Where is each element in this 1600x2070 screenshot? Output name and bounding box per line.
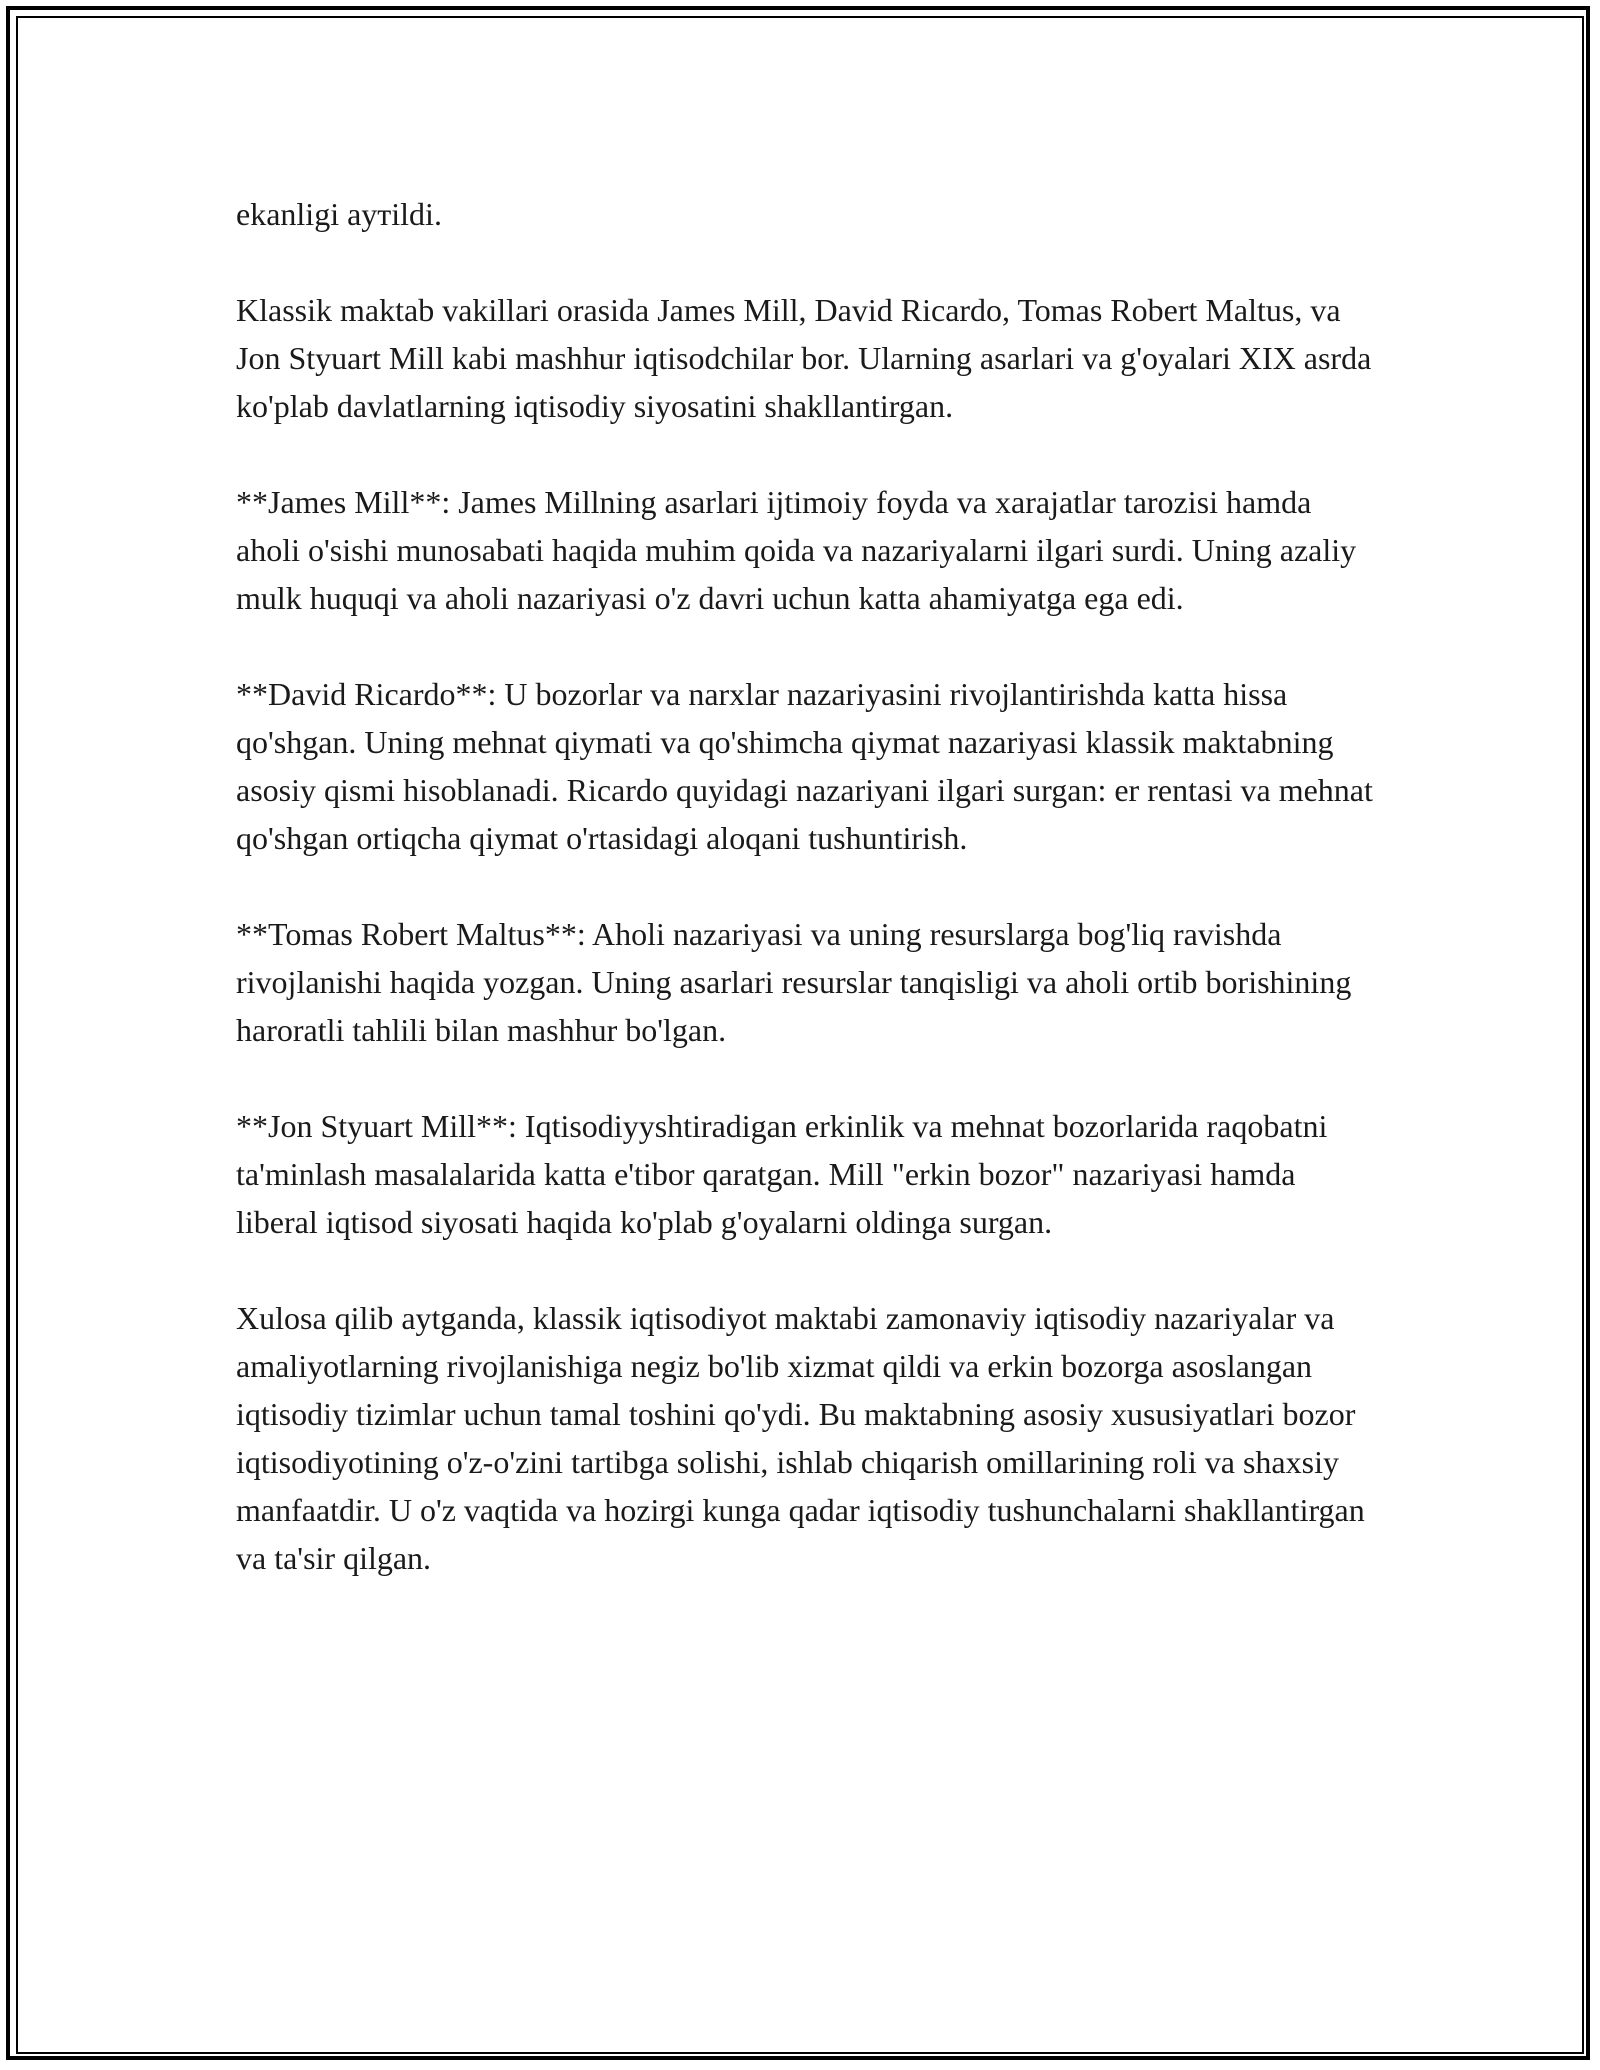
paragraph-continuation: ekanligi ayтildi. [236, 196, 442, 232]
paragraph-tomas-robert-maltus: **Tomas Robert Maltus**: Aholi nazariyasi va uning resurslarga bog'liq ravishda rivojlanishi haqida yozgan. Uning asarlari resurslar tanqisligi va aholi ortib borishining haroratli tahlili bilan mashhur bo'lgan. [236, 916, 1352, 1048]
paragraph-classical-school-representatives: Klassik maktab vakillari orasida James Mill, David Ricardo, Tomas Robert Maltus, va Jon Styuart Mill kabi mashhur iqtisodchilar bor. Ularning asarlari va g'oyalari XIX asrda ko'plab davlatlarning iqtisodiy siyosatini shakllantirgan. [236, 292, 1372, 424]
paragraph-jon-styuart-mill: **Jon Styuart Mill**: Iqtisodiyyshtiradigan erkinlik va mehnat bozorlarida raqobatni ta'minlash masalalarida katta e'tibor qaratgan. Mill "erkin bozor" nazariyasi hamda liberal iqtisod siyosati haqida ko'plab g'oyalarni oldinga surgan. [236, 1108, 1328, 1240]
paragraph-david-ricardo: **David Ricardo**: U bozorlar va narxlar nazariyasini rivojlantirishda katta hissa qo'shgan. Uning mehnat qiymati va qo'shimcha qiymat nazariyasi klassik maktabning asosiy qismi hisoblanadi. Ricardo quyidagi nazariyani ilgari surgan: er rentasi va mehnat qo'shgan ortiqcha qiymat o'rtasidagi aloqani tushuntirish. [236, 676, 1373, 856]
document-body [236, 190, 1376, 1582]
paragraph-conclusion: Xulosa qilib aytganda, klassik iqtisodiyot maktabi zamonaviy iqtisodiy nazariyalar va amaliyotlarning rivojlanishiga negiz bo'lib xizmat qildi va erkin bozorga asoslangan iqtisodiy tizimlar uchun tamal toshini qo'ydi. Bu maktabning asosiy xususiyatlari bozor iqtisodiyotining o'z-o'zini tartibga solishi, ishlab chiqarish omillarining roli va shaxsiy manfaatdir. U o'z vaqtida va hozirgi kunga qadar iqtisodiy tushunchalarni shakllantirgan va ta'sir qilgan. [236, 1300, 1365, 1576]
paragraph-james-mill: **James Mill**: James Millning asarlari ijtimoiy foyda va xarajatlar tarozisi hamda aholi o'sishi munosabati haqida muhim qoida va nazariyalarni ilgari surdi. Uning azaliy mulk huquqi va aholi nazariyasi o'z davri uchun katta ahamiyatga ega edi. [236, 484, 1357, 616]
